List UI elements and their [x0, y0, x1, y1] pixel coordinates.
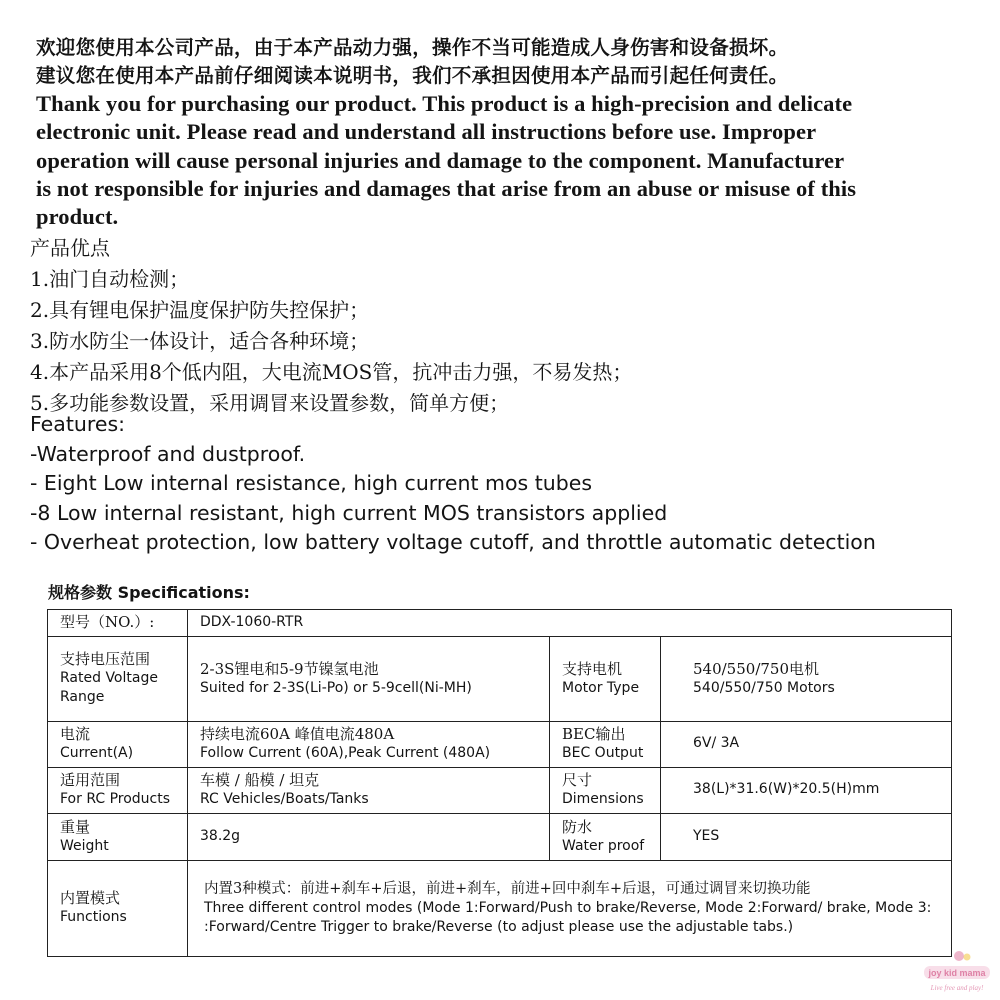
feature-item: -Waterproof and dustproof.	[30, 441, 306, 466]
advantage-item: 3.防水防尘一体设计，适合各种环境；	[30, 329, 370, 353]
specifications-title: 规格参数 Specifications:	[48, 583, 250, 602]
advantages-title: 产品优点	[30, 236, 110, 260]
table-row	[48, 722, 952, 768]
advantage-item: 2.具有锂电保护温度保护防失控保护；	[30, 298, 370, 322]
motor-value: 540/550/750电机 540/550/750 Motors	[661, 637, 952, 722]
usage-value: 车模 / 船模 / 坦克 RC Vehicles/Boats/Tanks	[188, 768, 550, 814]
waterproof-label: 防水 Water proof	[550, 814, 661, 861]
dimensions-value: 38(L)*31.6(W)*20.5(H)mm	[661, 768, 952, 814]
feature-item: - Eight Low internal resistance, high current mos tubes	[30, 471, 593, 495]
model-value: DDX-1060-RTR	[188, 610, 952, 637]
watermark-tagline: Live free and play!	[930, 984, 984, 992]
voltage-value: 2-3S锂电和5-9节镍氢电池 Suited for 2-3S(Li-Po) or 5-9cell(Ni-MH)	[188, 637, 550, 722]
current-value: 持续电流60A 峰值电流480A Follow Current (60A),Peak Current (480A)	[188, 722, 550, 768]
table-row	[48, 610, 952, 637]
weight-value: 38.2g	[188, 814, 550, 861]
table-row	[48, 768, 952, 814]
advantage-item: 1.油门自动检测；	[30, 267, 190, 291]
bec-value: 6V/ 3A	[661, 722, 952, 768]
weight-label: 重量 Weight	[48, 814, 188, 861]
table-row	[48, 814, 952, 861]
feature-item: - Overheat protection, low battery voltage cutoff, and throttle automatic detection	[30, 530, 876, 554]
advantage-item: 4.本产品采用8个低内阻，大电流MOS管，抗冲击力强，不易发热；	[30, 360, 633, 384]
warning-en-line-3: operation will cause personal injuries and damage to the component. Manufacturer	[36, 147, 845, 173]
warning-cn-line-2: 建议您在使用本产品前仔细阅读本说明书，我们不承担因使用本产品而引起任何责任。	[36, 64, 789, 87]
voltage-label: 支持电压范围 Rated Voltage Range	[48, 637, 188, 722]
features-list	[30, 410, 876, 558]
warning-en-line-4: is not responsible for injuries and damages that arise from an abuse or misuse of this	[36, 175, 857, 201]
warning-en-line-2: electronic unit. Please read and understand all instructions before use. Improper	[36, 119, 817, 145]
advantage-item: 5.多功能参数设置，采用调冒来设置参数，简单方便；	[30, 391, 510, 415]
waterproof-value: YES	[661, 814, 952, 861]
watermark-logo-graphic	[918, 950, 996, 996]
dimensions-label: 尺寸 Dimensions	[550, 768, 661, 814]
safety-warning	[36, 34, 976, 231]
table-row	[48, 861, 952, 957]
features-title: Features:	[30, 412, 126, 436]
watermark-brand: joy kid mama	[928, 968, 986, 978]
table-row	[48, 637, 952, 722]
warning-en-line-5: product.	[36, 204, 119, 230]
functions-label: 内置模式 Functions	[48, 861, 188, 957]
warning-en-line-1: Thank you for purchasing our product. This product is a high-precision and delicate	[36, 91, 853, 116]
feature-item: -8 Low internal resistant, high current MOS transistors applied	[30, 500, 668, 525]
usage-label: 适用范围 For RC Products	[48, 768, 188, 814]
warning-cn-line-1: 欢迎您使用本公司产品，由于本产品动力强，操作不当可能造成人身伤害和设备损坏。	[36, 36, 789, 59]
bec-label: BEC输出 BEC Output	[550, 722, 661, 768]
motor-label: 支持电机 Motor Type	[550, 637, 661, 722]
model-label: 型号（NO.）:	[48, 610, 188, 637]
specifications-table	[47, 609, 952, 957]
current-label: 电流 Current(A)	[48, 722, 188, 768]
product-advantages	[30, 233, 632, 419]
functions-value: 内置3种模式：前进+刹车+后退，前进+刹车，前进+回中刹车+后退，可通过调冒来切换功能 Three different control modes (Mode 1:Forward/Push to brake/Reverse, Mode 2:Forward/ brake, Mode 3: :Forward/Centre Trigger to brake/Reverse (to adjust please use the adjustable tabs.)	[188, 861, 952, 957]
watermark-logo	[918, 950, 996, 996]
